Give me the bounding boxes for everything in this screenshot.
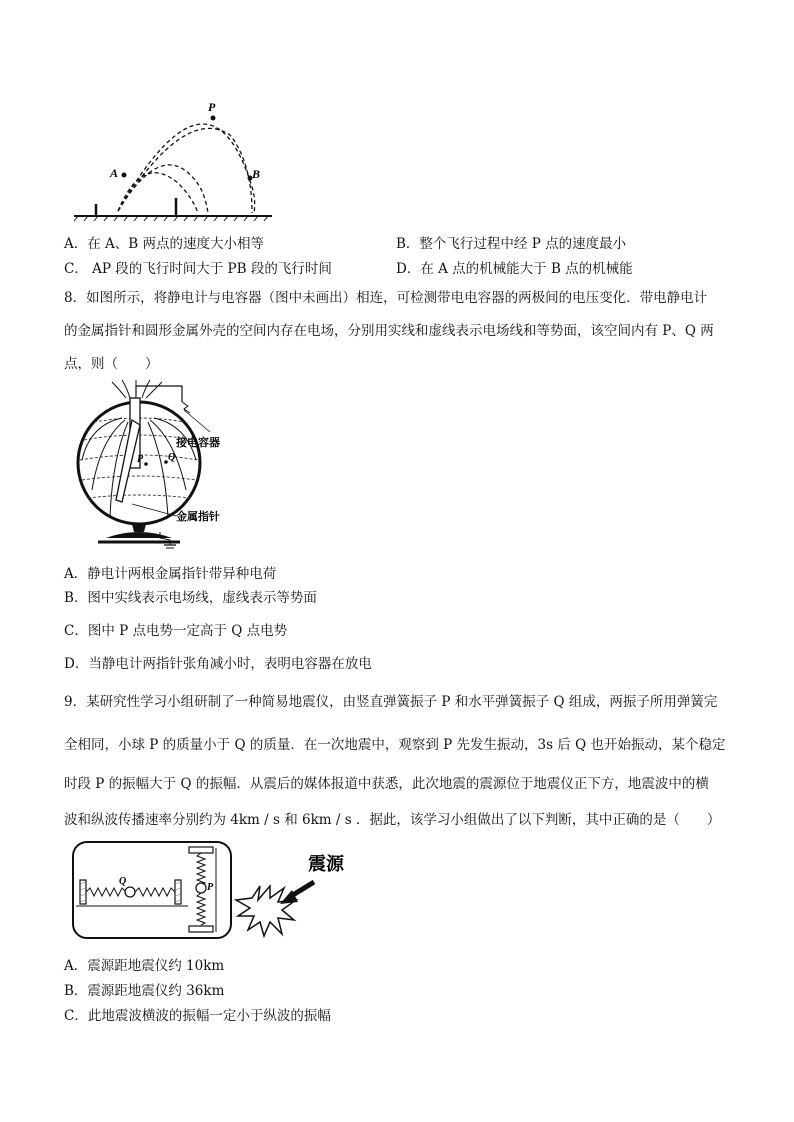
q8-option-a: A．静电计两根金属指针带异种电荷 — [64, 566, 277, 582]
q9-option-a: A．震源距地震仪约 10km — [64, 958, 225, 974]
q8-option-d: D．当静电计两指针张角减小时，表明电容器在放电 — [64, 656, 372, 672]
q8-stem-line2: 的金属指针和圆形金属外壳的空间内存在电场，分别用实线和虚线表示电场线和等势面，该空间内有 P、Q 两 — [64, 323, 714, 339]
source-label: 震源 — [308, 854, 344, 874]
q8-option-b: B．图中实线表示电场线，虚线表示等势面 — [64, 590, 317, 606]
q7-option-b: B．整个飞行过程中经 P 点的速度最小 — [396, 236, 627, 252]
q9-stem-line4: 波和纵波传播速率分别约为 4km / s 和 6km / s ．据此，该学习小组做出了以下判断，其中正确的是（ ） — [64, 812, 721, 828]
electroscope-figure — [70, 380, 270, 552]
needle-label: 金属指针 — [176, 511, 220, 523]
point-q-label: Q — [168, 452, 176, 463]
q7-option-a: A．在 A、B 两点的速度大小相等 — [64, 236, 265, 252]
q8-stem-line1: 8．如图所示，将静电计与电容器（图中未画出）相连，可检测带电电容器的两极间的电压变化．带电静电计 — [64, 290, 708, 306]
point-a-label: A — [110, 166, 119, 180]
point-p-label: P — [137, 454, 144, 465]
q9-option-b: B．震源距地震仪约 36km — [64, 983, 225, 999]
point-p-label: P — [207, 882, 214, 893]
point-q-label: Q — [119, 876, 127, 887]
trajectory-figure — [70, 95, 280, 225]
q8-option-c: C．图中 P 点电势一定高于 Q 点电势 — [64, 623, 288, 639]
seismometer-figure — [70, 838, 360, 948]
q7-option-d: D．在 A 点的机械能大于 B 点的机械能 — [396, 261, 633, 277]
capacitor-label: 接电容器 — [176, 437, 220, 449]
q9-stem-line2: 全相同，小球 P 的质量小于 Q 的质量．在一次地震中，观察到 P 先发生振动，3s 后 Q 也开始振动，某个稳定 — [64, 737, 726, 753]
q9-option-c: C．此地震波横波的振幅一定小于纵波的振幅 — [64, 1008, 331, 1024]
point-p-label: P — [208, 100, 216, 114]
point-b-label: B — [252, 167, 261, 181]
q9-stem-line3: 时段 P 的振幅大于 Q 的振幅．从震后的媒体报道中获悉，此次地震的震源位于地震仪正下方，地震波中的横 — [64, 776, 709, 792]
q8-stem-line3: 点，则（ ） — [64, 356, 159, 372]
q9-stem-line1: 9．某研究性学习小组研制了一种简易地震仪，由竖直弹簧振子 P 和水平弹簧振子 Q 组成，两振子所用弹簧完 — [64, 694, 718, 710]
q7-option-c: C． AP 段的飞行时间大于 PB 段的飞行时间 — [64, 261, 332, 277]
